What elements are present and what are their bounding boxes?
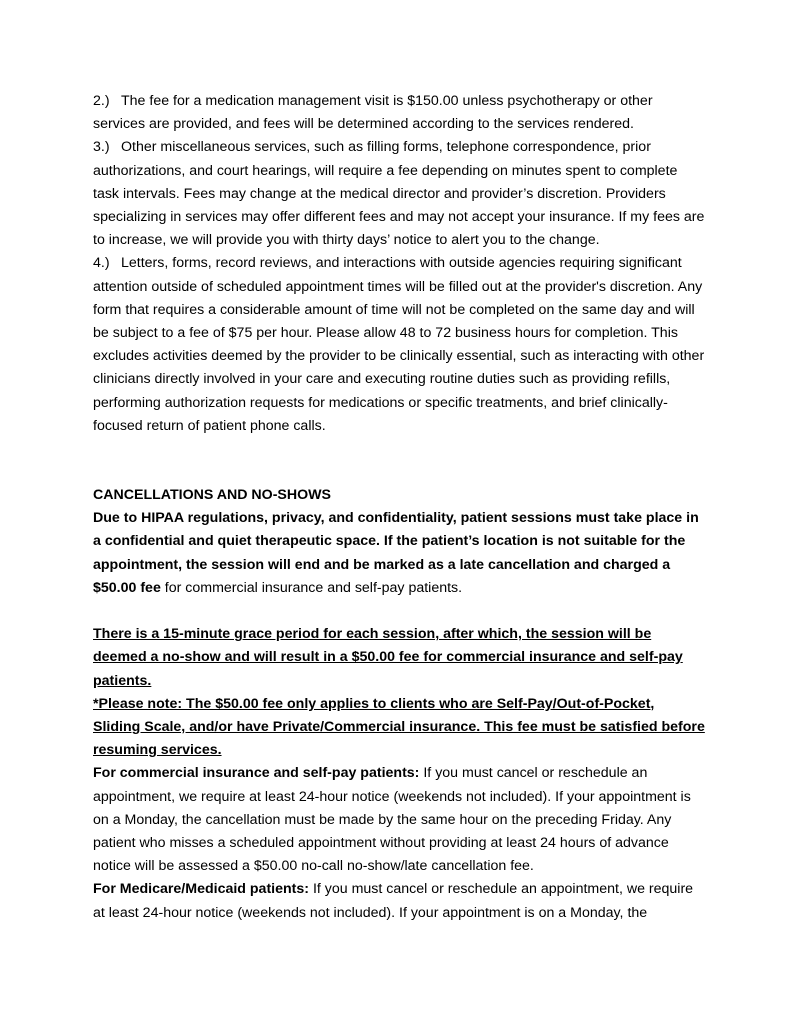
list-item-text: Other miscellaneous services, such as filling forms, telephone correspondence, prior authorizations, and court hearings, will require a fee depending on minutes spent to complete task intervals. Fees may change at the medical director and provider’s discretion. Providers specializing in services may offer different fees and may not accept your insurance. If my fees are to increase, we will provide you with thirty days’ notice to alert you to the change. xyxy=(93,139,705,249)
list-item-4 xyxy=(93,252,705,438)
list-item-2 xyxy=(93,90,705,136)
medicare-policy-paragraph xyxy=(93,878,705,924)
hipaa-paragraph xyxy=(93,507,705,600)
list-item-number: 3.) xyxy=(93,139,110,156)
list-item-3 xyxy=(93,136,705,252)
section-heading: CANCELLATIONS AND NO-SHOWS xyxy=(93,487,332,504)
commercial-label: For commercial insurance and self-pay patients: xyxy=(93,765,420,782)
list-item-number: 2.) xyxy=(93,93,110,109)
hipaa-rest-text: for commercial insurance and self-pay patients. xyxy=(160,579,463,596)
list-item-text: Letters, forms, record reviews, and interactions with outside agencies requiring significant attention outside of scheduled appointment times will be filled out at the provider's discretion. Any form that requires a considerable amount of time will not be completed on the same day and will be subject to a fee of $75 per hour. Please allow 48 to 72 business hours for completion. This excludes activities deemed by the provider to be clinically essential, such as interacting with other clinicians directly involved in your care and executing routine duties such as providing refills, performing authorization requests for medications or specific treatments, and brief clinically-focused return of patient phone calls. xyxy=(93,255,705,434)
medicare-label: For Medicare/Medicaid patients: xyxy=(93,881,310,898)
commercial-text: If you must cancel or reschedule an appointment, we require at least 24-hour notice (weekends not included). If your appointment is on a Monday, the cancellation must be made by the same hour on the preceding Friday. Any patient who misses a scheduled appointment without providing at least 24 hours of advance notice will be assessed a $50.00 no-call no-show/late cancellation fee. xyxy=(93,765,691,875)
fee-note-paragraph: *Please note: The $50.00 fee only applies to clients who are Self-Pay/Out-of-Pocket, Sliding Scale, and/or have Private/Commercial insurance. This fee must be satisfied before resuming services. xyxy=(93,695,705,759)
commercial-policy-paragraph xyxy=(93,762,705,878)
document-page xyxy=(93,90,705,925)
grace-period-paragraph: There is a 15-minute grace period for each session, after which, the session will be deemed a no-show and will result in a $50.00 fee for commercial insurance and self-pay patients. xyxy=(93,626,683,689)
hipaa-bold-text: Due to HIPAA regulations, privacy, and confidentiality, patient sessions must take place in a confidential and quiet therapeutic space. If the patient’s location is not suitable for the appointment, the session will end and be marked as a late cancellation and charged a $50.00 fee xyxy=(93,510,699,596)
list-item-text: The fee for a medication management visit is $150.00 unless psychotherapy or other services are provided, and fees will be determined according to the services rendered. xyxy=(93,93,653,133)
section-spacer xyxy=(93,438,705,484)
paragraph-spacer xyxy=(93,600,705,623)
list-item-number: 4.) xyxy=(93,255,110,272)
medicare-text: If you must cancel or reschedule an appointment, we require at least 24-hour notice (weekends not included). If your appointment is on a Monday, the xyxy=(93,881,694,921)
